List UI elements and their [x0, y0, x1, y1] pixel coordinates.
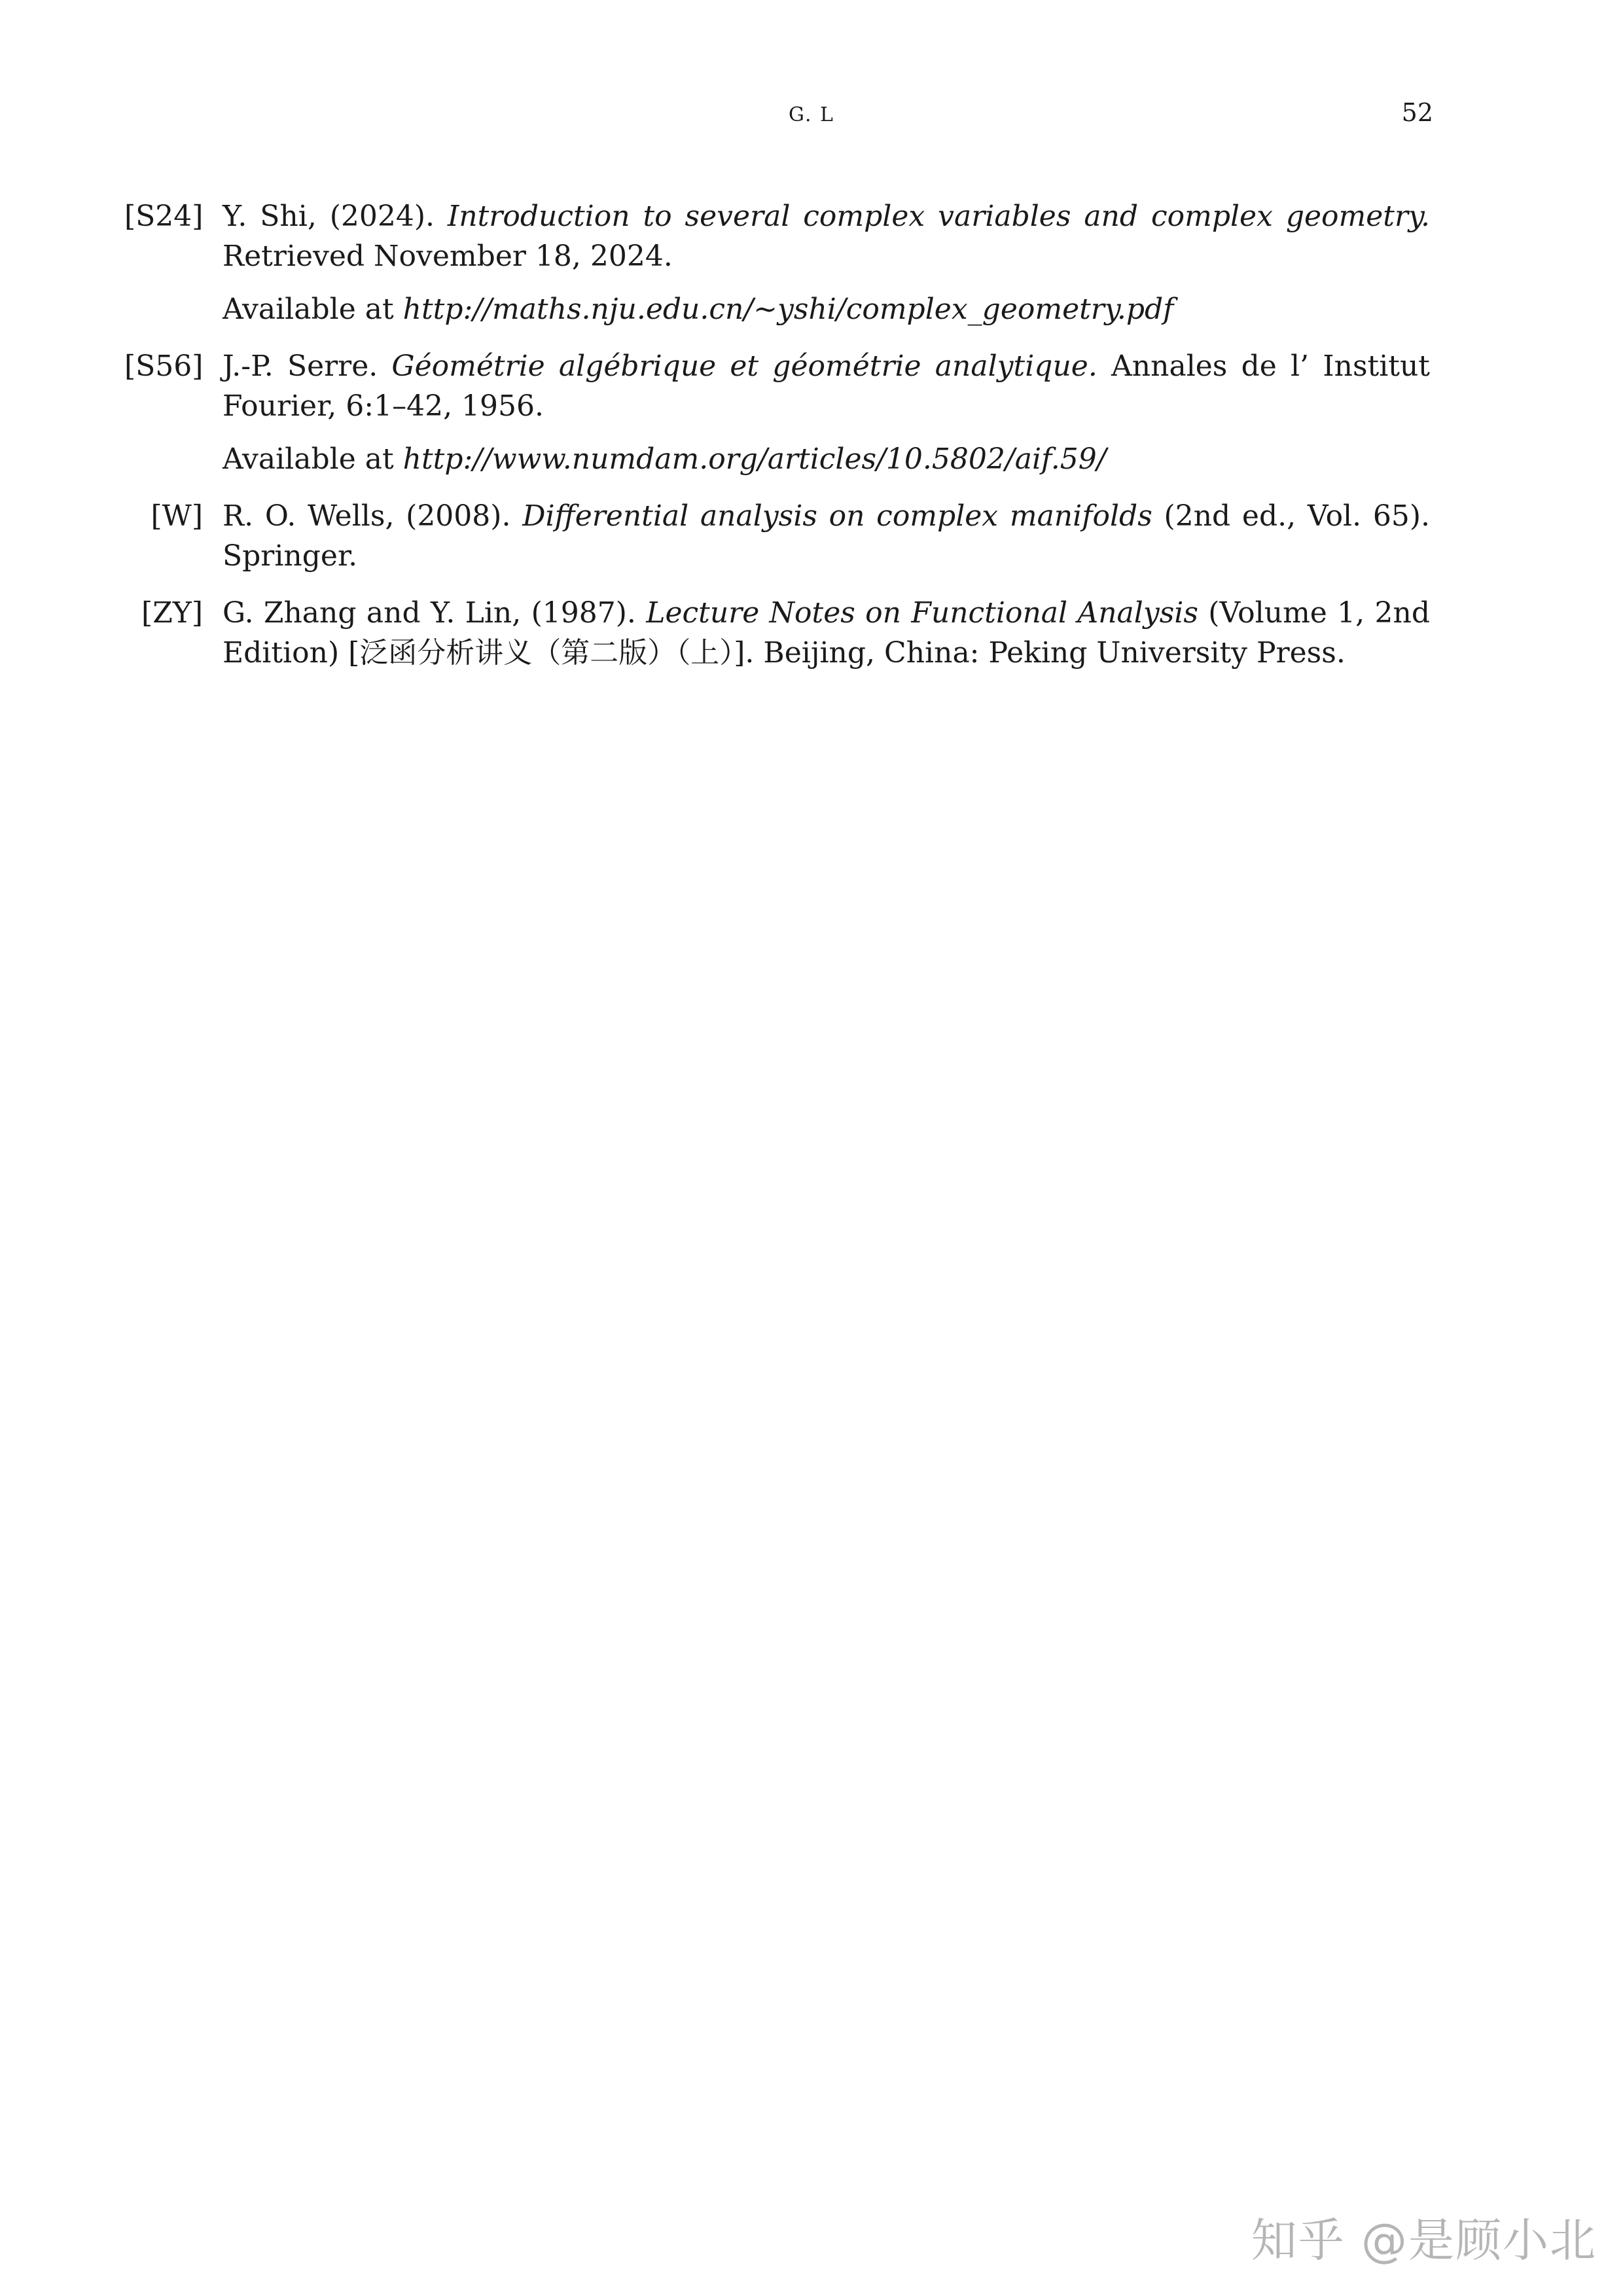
reference-title: Differential analysis on complex manifolds — [522, 499, 1152, 533]
reference-details: (Volume 1, 2nd Edition) [泛函分析讲义（第二版）（上）]. Beijing, China: Peking University Press. — [223, 596, 1430, 670]
running-title: G. L — [789, 103, 834, 126]
reference-authors: R. O. Wells, (2008). — [223, 499, 511, 533]
reference-authors: J.-P. Serre. — [223, 350, 378, 383]
reference-key: [S24] — [124, 200, 204, 233]
reference-body — [223, 593, 1430, 673]
available-label: Available at — [223, 293, 394, 326]
reference-url[interactable]: http://www.numdam.org/articles/10.5802/aif.59/ — [402, 442, 1107, 476]
reference-title: Introduction to several complex variables and complex geometry. — [447, 200, 1430, 233]
reference-key: [S56] — [124, 350, 204, 383]
reference-item — [124, 496, 1430, 576]
reference-body — [223, 496, 1430, 576]
reference-details: (2nd ed., Vol. 65). Springer. — [223, 499, 1430, 573]
reference-title: Lecture Notes on Functional Analysis — [646, 596, 1198, 630]
reference-key: [W] — [151, 499, 203, 533]
page-number: 52 — [1401, 98, 1433, 127]
reference-title: Géométrie algébrique et géométrie analytique. — [391, 350, 1097, 383]
reference-authors: G. Zhang and Y. Lin, (1987). — [223, 596, 636, 630]
watermark: 知乎 @是顾小北 — [1251, 2214, 1597, 2267]
reference-details: Retrieved November 18, 2024. — [223, 240, 673, 273]
reference-item — [124, 593, 1430, 673]
reference-item — [124, 196, 1430, 329]
reference-details: Annales de l’ Institut Fourier, 6:1–42, 1956. — [223, 350, 1430, 423]
reference-body — [223, 196, 1430, 329]
available-label: Available at — [223, 442, 394, 476]
reference-list — [124, 196, 1430, 690]
reference-item — [124, 346, 1430, 479]
reference-body — [223, 346, 1430, 479]
reference-key: [ZY] — [141, 596, 203, 630]
reference-url[interactable]: http://maths.nju.edu.cn/~yshi/complex_geometry.pdf — [402, 293, 1174, 326]
reference-authors: Y. Shi, (2024). — [223, 200, 435, 233]
